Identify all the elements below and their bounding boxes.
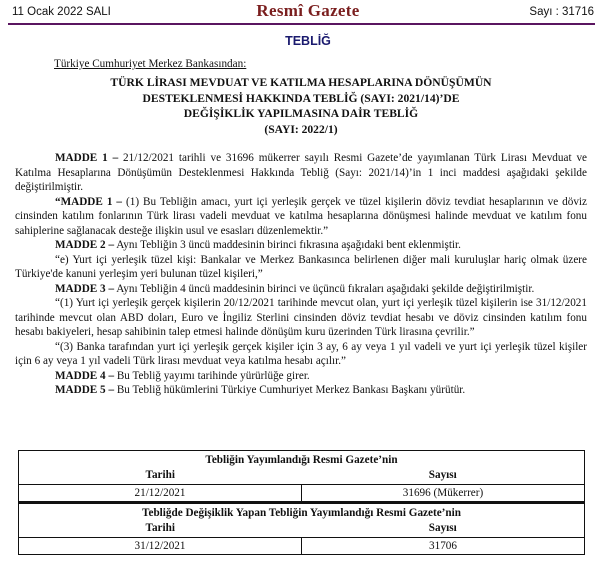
article-text: “e) Yurt içi yerleşik tüzel kişi: Bankalar ve Merkez Bankasınca belirlenen diğer mali kuruluşlar hariç olmak üzere Türkiye'de kanuni yerleşim yeri bulunan tüzel kişileri,”	[15, 253, 587, 280]
document-title	[15, 75, 587, 137]
article-5	[15, 383, 587, 398]
title-line: DEĞİŞİKLİK YAPILMASINA DAİR TEBLİĞ	[183, 107, 419, 120]
column-headers	[19, 521, 584, 536]
article-text: Bu Tebliğ hükümlerini Türkiye Cumhuriyet Merkez Bankası Başkanı yürütür.	[114, 384, 466, 396]
reference-table	[18, 450, 585, 555]
article-label: MADDE 2 –	[55, 239, 115, 251]
column-headers	[19, 468, 584, 483]
article-text: “(1) Yurt içi yerleşik gerçek kişilerin 20/12/2021 tarihinde mevcut olan, yurt içi yerleşik tüzel kişilerin ise 31/12/2021 tarihinde mevcut olan ABD doları, Euro ve İngiliz Sterlini cinsinden döviz tevdiat hesabı ve döviz cinsinden katılım fonu hesabı bakiyeleri, hesap sahibinin talep etmesi halinde dönüşüm kuru üzerinden Türk lirasına çevrilir.”	[15, 297, 587, 338]
article-3	[15, 282, 587, 297]
number-cell: 31696 (Mükerrer)	[302, 485, 585, 503]
article-label: MADDE 3 –	[55, 282, 115, 295]
article-label: MADDE 4 –	[55, 369, 115, 382]
section-title: TEBLİĞ	[285, 34, 331, 48]
article-text: “(3) Banka tarafından yurt içi yerleşik gerçek kişiler için 3 ay, 6 ay veya 1 yıl vadeli ve yurt içi yerleşik tüzel kişiler için 6 ay veya 1 yıl vadeli Türk lirası mevduat veya katılma hesabı açılır.”	[15, 340, 587, 367]
table-group-header	[19, 451, 585, 485]
article-4	[15, 369, 587, 384]
group-heading: Tebliğde Değişiklik Yapan Tebliğin Yayımlandığı Resmi Gazete’nin	[142, 507, 461, 519]
column-header-number: Sayısı	[428, 522, 457, 534]
issue-number: Sayı : 31716	[529, 6, 594, 18]
title-line: TÜRK LİRASI MEVDUAT VE KATILMA HESAPLARINA DÖNÜŞÜMÜN	[110, 76, 492, 89]
group-heading-cell	[19, 451, 585, 485]
title-line: DESTEKLENMESİ HAKKINDA TEBLİĞ (SAYI: 2021/14)’DE	[142, 91, 460, 105]
issuing-authority: Türkiye Cumhuriyet Merkez Bankasından:	[54, 58, 247, 70]
table-row	[19, 538, 585, 555]
gazette-title: Resmî Gazete	[256, 1, 360, 20]
header-divider	[8, 23, 595, 25]
group-heading-cell	[19, 503, 585, 538]
article-text: (1) Bu Tebliğin amacı, yurt içi yerleşik gerçek ve tüzel kişilerin döviz tevdiat hesaplarının ve döviz cinsinden katılım fonlarının Türk lirası vadeli mevduat ve katılma hesaplarına dönüşmesi halinde mevduat ve katılım fonu sahiplerine sağlanacak desteğe ilişkin usul ve esasları düzenlemektir.”	[15, 195, 588, 237]
table-group-header	[19, 503, 585, 538]
title-line: (SAYI: 2022/1)	[264, 122, 338, 136]
article-2	[15, 238, 587, 253]
article-label: MADDE 1 –	[55, 152, 119, 164]
article-2-clause	[15, 253, 587, 282]
column-header-date: Tarihi	[145, 469, 175, 481]
article-label: “MADDE 1 –	[55, 195, 123, 208]
article-1	[15, 151, 587, 195]
document-body	[15, 151, 587, 398]
column-header-number: Sayısı	[428, 469, 457, 481]
column-header-date: Tarihi	[145, 522, 175, 534]
article-3-clause-3	[15, 340, 587, 369]
article-text: Aynı Tebliğin 3 üncü maddesinin birinci fıkrasına aşağıdaki bent eklenmiştir.	[114, 239, 461, 251]
article-label: MADDE 5 –	[55, 384, 115, 396]
date-cell: 31/12/2021	[19, 538, 302, 555]
group-heading: Tebliğin Yayımlandığı Resmi Gazete’nin	[205, 454, 398, 466]
article-1-amended	[15, 195, 587, 239]
article-3-clause-1	[15, 296, 587, 340]
article-text: Aynı Tebliğin 4 üncü maddesinin birinci ve üçüncü fıkraları aşağıdaki şekilde değiştirilmiştir.	[114, 282, 535, 295]
article-text: Bu Tebliğ yayımı tarihinde yürürlüğe girer.	[114, 369, 310, 382]
article-text: 21/12/2021 tarihli ve 31696 mükerrer sayılı Resmi Gazete’de yayımlanan Türk Lirası Mevduat ve Katılma Hesaplarına Dönüşümün Desteklenmesi Hakkında Tebliğ (Sayı: 2021/14)’in 1 inci maddesi aşağıdaki şekilde değiştirilmiştir.	[15, 152, 587, 193]
issue-date: 11 Ocak 2022 SALI	[12, 6, 111, 18]
date-cell: 21/12/2021	[19, 485, 302, 503]
number-cell: 31706	[302, 538, 585, 555]
table-row	[19, 485, 585, 503]
